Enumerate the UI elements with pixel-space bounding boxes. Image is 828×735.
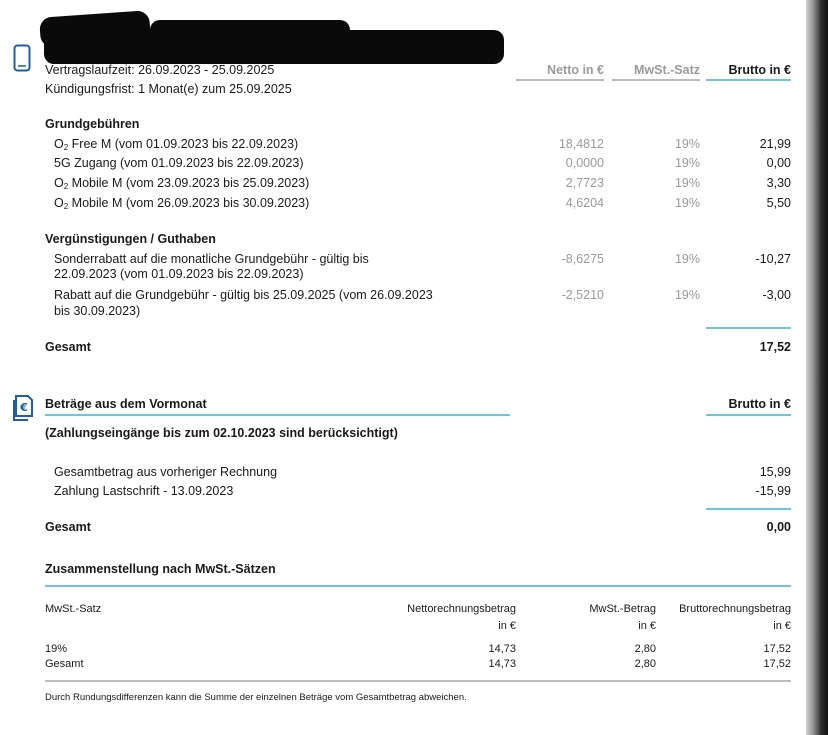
rabatt-row-brutto: -3,00	[762, 288, 791, 302]
vormonat-rule-left	[45, 414, 510, 416]
page-edge-shadow	[806, 0, 828, 735]
footnote-text: Durch Rundungsdifferenzen kann die Summe der einzelnen Beträge vom Gesamtbetrag abweichen.	[45, 692, 467, 703]
vormonat-note: (Zahlungseingänge bis zum 02.10.2023 sind berücksichtigt)	[45, 426, 398, 440]
rabatt-row-mwst: 19%	[674, 288, 700, 302]
vormonat-row-label: Zahlung Lastschrift - 13.09.2023	[54, 484, 234, 498]
header-rule-mwst	[612, 79, 700, 81]
vertragslaufzeit-text: Vertragslaufzeit: 26.09.2023 - 25.09.2025	[45, 63, 275, 77]
gesamt-rule	[706, 327, 791, 329]
zus-row-satz: Gesamt	[45, 658, 84, 670]
zus-row-satz: 19%	[45, 643, 68, 655]
rabatt-row-brutto: -10,27	[755, 252, 791, 266]
rabatt-row-line1: Sonderrabatt auf die monatliche Grundgebühr - gültig bis	[54, 252, 369, 266]
zus-row-mwst: 2,80	[634, 658, 656, 670]
rabatt-row-mwst: 19%	[674, 252, 700, 266]
zusammenstellung-rule	[45, 585, 791, 587]
zus-col-mwst: MwSt.-Betrag	[589, 603, 656, 615]
header-rule-netto	[516, 79, 604, 81]
grund-row-brutto: 21,99	[759, 137, 791, 151]
col-header-netto: Netto in €	[547, 63, 604, 77]
rabatt-row-netto: -8,6275	[561, 252, 604, 266]
vormonat-row-label: Gesamtbetrag aus vorheriger Rechnung	[54, 465, 278, 479]
rabatt-row-line2: bis 30.09.2023)	[54, 304, 141, 318]
grund-row-label: 5G Zugang (vom 01.09.2023 bis 22.09.2023)	[54, 156, 304, 170]
euro-document-icon	[12, 394, 34, 427]
vormonat-gesamt-rule	[706, 508, 791, 510]
zus-col-brutto-unit: in €	[773, 620, 791, 632]
zus-row-brutto: 17,52	[763, 643, 791, 655]
grund-row-label: $O_2$ Mobile M (vom 26.09.2023 bis 30.09.2023)	[54, 196, 310, 211]
section-title-vormonat: Beträge aus dem Vormonat	[45, 397, 207, 411]
grund-row-netto: 18,4812	[558, 137, 604, 151]
grund-row-netto: 0,0000	[565, 156, 604, 170]
zus-col-brutto: Bruttorechnungsbetrag	[679, 603, 791, 615]
col-header-brutto: Brutto in €	[728, 63, 791, 77]
col-header-mwst: MwSt.-Satz	[634, 63, 700, 77]
svg-text:€: €	[20, 401, 28, 414]
zus-row-netto: 14,73	[488, 658, 516, 670]
vormonat-rule-right	[706, 414, 791, 416]
zus-row-mwst: 2,80	[634, 643, 656, 655]
zus-row-netto: 14,73	[488, 643, 516, 655]
vormonat-row-value: 15,99	[759, 465, 791, 479]
zus-col-netto-unit: in €	[498, 620, 516, 632]
section-title-grundgebuehren: Grundgebühren	[45, 117, 140, 131]
grund-row-brutto: 5,50	[766, 196, 791, 210]
rabatt-row-netto: -2,5210	[561, 288, 604, 302]
grund-row-mwst: 19%	[674, 156, 700, 170]
grund-row-netto: 4,6204	[565, 196, 604, 210]
redaction-block	[150, 20, 350, 44]
footer-rule	[45, 680, 791, 682]
zus-col-satz: MwSt.-Satz	[45, 603, 102, 615]
grund-row-label: $O_2$ Free M (vom 01.09.2023 bis 22.09.2023)	[54, 137, 299, 152]
zus-col-netto: Nettorechnungsbetrag	[407, 603, 516, 615]
grund-row-brutto: 3,30	[766, 176, 791, 190]
grund-row-brutto: 0,00	[766, 156, 791, 170]
rabatt-row-line2: 22.09.2023 (vom 01.09.2023 bis 22.09.2023)	[54, 267, 304, 281]
grund-row-mwst: 19%	[674, 196, 700, 210]
grund-row-mwst: 19%	[674, 137, 700, 151]
kuendigungsfrist-text: Kündigungsfrist: 1 Monat(e) zum 25.09.2025	[45, 82, 292, 96]
grund-row-netto: 2,7723	[565, 176, 604, 190]
vormonat-gesamt-value: 0,00	[766, 520, 791, 534]
header-rule-brutto	[706, 79, 791, 81]
gesamt-value: 17,52	[759, 340, 791, 354]
mobile-phone-icon	[13, 44, 31, 77]
gesamt-label: Gesamt	[45, 340, 91, 354]
grund-row-mwst: 19%	[674, 176, 700, 190]
rabatt-row-line1: Rabatt auf die Grundgebühr - gültig bis 25.09.2025 (vom 26.09.2023	[54, 288, 433, 302]
zus-row-brutto: 17,52	[763, 658, 791, 670]
vormonat-row-value: -15,99	[755, 484, 791, 498]
vormonat-gesamt-label: Gesamt	[45, 520, 91, 534]
zus-col-mwst-unit: in €	[638, 620, 656, 632]
vormonat-col-brutto: Brutto in €	[728, 397, 791, 411]
grund-row-label: $O_2$ Mobile M (vom 23.09.2023 bis 25.09.2023)	[54, 176, 310, 191]
section-title-verguenstigungen: Vergünstigungen / Guthaben	[45, 232, 216, 246]
section-title-zusammenstellung: Zusammenstellung nach MwSt.-Sätzen	[45, 562, 276, 576]
